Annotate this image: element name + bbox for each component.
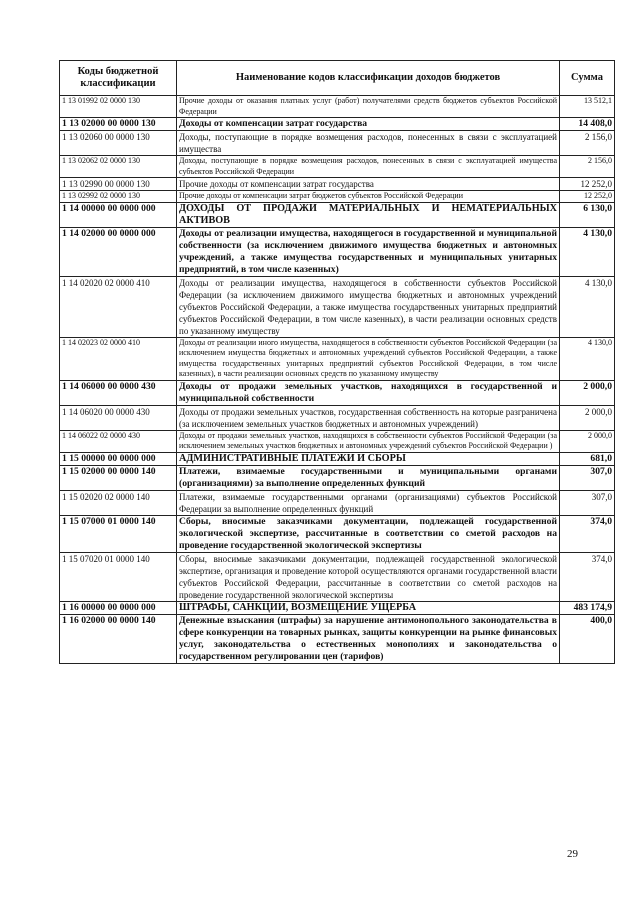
- table-row: [60, 191, 615, 203]
- sum-cell: 307,0: [560, 465, 615, 490]
- sum-cell: 6 130,0: [560, 202, 615, 227]
- sum-cell: 2 156,0: [560, 131, 615, 156]
- sum-cell: 2 156,0: [560, 156, 615, 178]
- table-row: [60, 552, 615, 601]
- name-cell: Доходы от реализации имущества, находящегося в собственности субъектов Российской Федерации (за исключением движимого имущества бюджетных и автономных учреждений субъектов Российской Федерации, а также имущества государственных унитарных предприятий субъектов Российской Федерации, в том числе казенных), в части реализации основных средств по указанному имуществу: [177, 276, 560, 337]
- sum-cell: 13 512,1: [560, 96, 615, 118]
- code-cell: 1 16 02000 00 0000 140: [60, 614, 177, 663]
- code-cell: 1 14 00000 00 0000 000: [60, 202, 177, 227]
- code-cell: 1 13 02000 00 0000 130: [60, 118, 177, 131]
- header-sum: Сумма: [560, 61, 615, 96]
- code-cell: 1 15 00000 00 0000 000: [60, 452, 177, 465]
- sum-cell: 2 000,0: [560, 380, 615, 405]
- code-cell: 1 13 01992 02 0000 130: [60, 96, 177, 118]
- header-name: Наименование кодов классификации доходов бюджетов: [177, 61, 560, 96]
- code-cell: 1 14 02000 00 0000 000: [60, 227, 177, 276]
- table-row: [60, 96, 615, 118]
- page-number: 29: [567, 848, 578, 860]
- table-row: [60, 227, 615, 276]
- table-row: [60, 430, 615, 452]
- sum-cell: 400,0: [560, 614, 615, 663]
- table-row: [60, 156, 615, 178]
- name-cell: ШТРАФЫ, САНКЦИИ, ВОЗМЕЩЕНИЕ УЩЕРБА: [177, 601, 560, 614]
- table-row: [60, 452, 615, 465]
- name-cell: Доходы от компенсации затрат государства: [177, 118, 560, 131]
- table-row: [60, 118, 615, 131]
- sum-cell: 374,0: [560, 515, 615, 552]
- code-cell: 1 13 02990 00 0000 130: [60, 178, 177, 191]
- table-row: [60, 202, 615, 227]
- sum-cell: 2 000,0: [560, 405, 615, 430]
- table-row: [60, 380, 615, 405]
- sum-cell: 4 130,0: [560, 227, 615, 276]
- code-cell: 1 14 06000 00 0000 430: [60, 380, 177, 405]
- code-cell: 1 14 06022 02 0000 430: [60, 430, 177, 452]
- code-cell: 1 15 02000 00 0000 140: [60, 465, 177, 490]
- table-row: [60, 131, 615, 156]
- sum-cell: 374,0: [560, 552, 615, 601]
- table-row: [60, 465, 615, 490]
- sum-cell: 12 252,0: [560, 178, 615, 191]
- code-cell: 1 15 07000 01 0000 140: [60, 515, 177, 552]
- table-row: [60, 337, 615, 380]
- header-code: Коды бюджетной классификации: [60, 61, 177, 96]
- code-cell: 1 13 02060 00 0000 130: [60, 131, 177, 156]
- table-row: [60, 276, 615, 337]
- code-cell: 1 13 02062 02 0000 130: [60, 156, 177, 178]
- sum-cell: 4 130,0: [560, 337, 615, 380]
- sum-cell: 14 408,0: [560, 118, 615, 131]
- name-cell: Прочие доходы от компенсации затрат государства: [177, 178, 560, 191]
- table-body: [60, 96, 615, 664]
- code-cell: 1 15 02020 02 0000 140: [60, 490, 177, 515]
- code-cell: 1 14 06020 00 0000 430: [60, 405, 177, 430]
- sum-cell: 681,0: [560, 452, 615, 465]
- sum-cell: 4 130,0: [560, 276, 615, 337]
- table-row: [60, 601, 615, 614]
- code-cell: 1 13 02992 02 0000 130: [60, 191, 177, 203]
- name-cell: АДМИНИСТРАТИВНЫЕ ПЛАТЕЖИ И СБОРЫ: [177, 452, 560, 465]
- code-cell: 1 14 02023 02 0000 410: [60, 337, 177, 380]
- name-cell: ДОХОДЫ ОТ ПРОДАЖИ МАТЕРИАЛЬНЫХ И НЕМАТЕРИАЛЬНЫХ АКТИВОВ: [177, 202, 560, 227]
- table-row: [60, 515, 615, 552]
- name-cell: Прочие доходы от компенсации затрат бюджетов субъектов Российской Федерации: [177, 191, 560, 203]
- table-row: [60, 178, 615, 191]
- table-row: [60, 490, 615, 515]
- name-cell: Платежи, взимаемые государственными органами (организациями) субъектов Российской Федерации за выполнение определенных функций: [177, 490, 560, 515]
- name-cell: Сборы, вносимые заказчиками документации, подлежащей государственной экологической экспертизе, рассчитанные в соответствии со сметой расходов на проведение государственной экологической экспертизы: [177, 515, 560, 552]
- name-cell: Платежи, взимаемые государственными и муниципальными органами (организациями) за выполнение определенных функций: [177, 465, 560, 490]
- name-cell: Денежные взыскания (штрафы) за нарушение антимонопольного законодательства в сфере конкуренции на товарных рынках, защиты конкуренции на рынке финансовых услуг, законодательства о естественных монополиях и законодательства о государственном регулировании цен (тарифов): [177, 614, 560, 663]
- table-row: [60, 614, 615, 663]
- name-cell: Прочие доходы от оказания платных услуг (работ) получателями средств бюджетов субъектов Российской Федерации: [177, 96, 560, 118]
- table-row: [60, 405, 615, 430]
- code-cell: 1 15 07020 01 0000 140: [60, 552, 177, 601]
- name-cell: Сборы, вносимые заказчиками документации, подлежащей государственной экологической экспертизе, организация и проведение которой осуществляются органами государственной власти субъектов Российской Федерации, рассчитанные в соответствии со сметой расходов на проведение государственной экологической экспертизы: [177, 552, 560, 601]
- name-cell: Доходы от продажи земельных участков, государственная собственность на которые разграничена (за исключением земельных участков бюджетных и автономных учреждений): [177, 405, 560, 430]
- name-cell: Доходы, поступающие в порядке возмещения расходов, понесенных в связи с эксплуатацией имущества: [177, 131, 560, 156]
- code-cell: 1 16 00000 00 0000 000: [60, 601, 177, 614]
- table-header-row: [60, 61, 615, 96]
- name-cell: Доходы от реализации имущества, находящегося в государственной и муниципальной собственности (за исключением движимого имущества бюджетных и автономных учреждений, а также имущества государственных и муниципальных унитарных предприятий, в том числе казенных): [177, 227, 560, 276]
- name-cell: Доходы, поступающие в порядке возмещения расходов, понесенных в связи с эксплуатацией имущества субъектов Российской Федерации: [177, 156, 560, 178]
- sum-cell: 483 174,9: [560, 601, 615, 614]
- budget-revenue-table: [59, 60, 615, 664]
- name-cell: Доходы от продажи земельных участков, находящихся в собственности субъектов Российской Федерации (за исключением земельных участков бюджетных и автономных учреждений субъектов Российской Федерации ): [177, 430, 560, 452]
- sum-cell: 2 000,0: [560, 430, 615, 452]
- sum-cell: 12 252,0: [560, 191, 615, 203]
- name-cell: Доходы от продажи земельных участков, находящихся в государственной и муниципальной собственности: [177, 380, 560, 405]
- code-cell: 1 14 02020 02 0000 410: [60, 276, 177, 337]
- name-cell: Доходы от реализации иного имущества, находящегося в собственности субъектов Российской Федерации (за исключением имущества бюджетных и автономных учреждений субъектов Российской Федерации, а также имущества государственных унитарных предприятий субъектов Российской Федерации, в том числе казенных), в части реализации основных средств по указанному имуществу: [177, 337, 560, 380]
- sum-cell: 307,0: [560, 490, 615, 515]
